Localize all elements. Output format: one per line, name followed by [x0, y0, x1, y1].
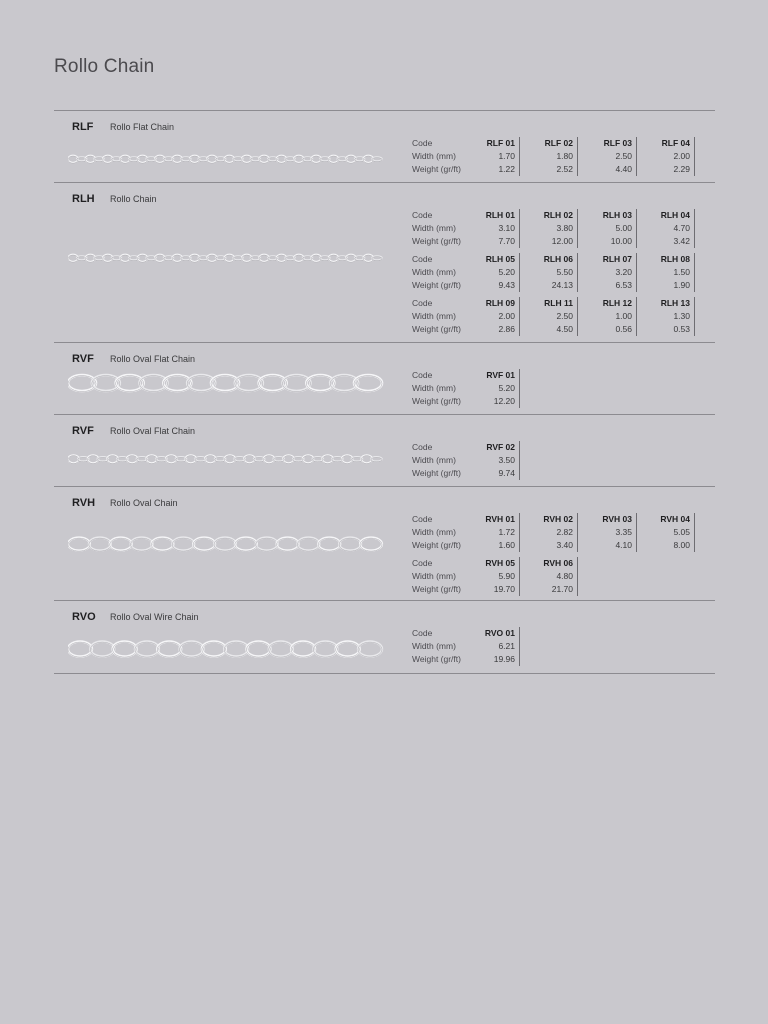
spec-value: 4.10 — [583, 539, 637, 552]
chain-link — [135, 642, 159, 657]
chain-link-shadow — [113, 642, 137, 657]
chain-link-shadow — [180, 642, 204, 657]
chain-section — [54, 414, 715, 487]
chain-link — [277, 538, 299, 551]
spec-label: Width (mm) — [412, 571, 456, 581]
chain-link-shadow — [313, 642, 337, 657]
spec-value: 4.80 — [524, 570, 578, 583]
spec-label: Width (mm) — [412, 151, 456, 161]
chain-link-shadow — [269, 642, 293, 657]
spec-label: Width (mm) — [412, 455, 456, 465]
spec-value: 3.10 — [466, 222, 520, 235]
spec-label: Weight (gr/ft) — [412, 540, 461, 550]
spec-value: 2.50 — [524, 310, 578, 323]
chain-link — [339, 538, 361, 551]
product-code: RVH 01 — [466, 513, 520, 526]
chain-link — [246, 642, 270, 657]
product-code: RVH 04 — [641, 513, 695, 526]
spec-value: 2.50 — [583, 150, 637, 163]
chain-link-shadow — [68, 538, 90, 551]
chain-link-shadow — [291, 642, 315, 657]
product-code: RLH 01 — [466, 209, 520, 222]
spec-value: 9.43 — [466, 279, 520, 292]
product-code: RLH 12 — [583, 297, 637, 310]
spec-label: Code — [412, 138, 433, 148]
spec-value: 4.40 — [583, 163, 637, 176]
chain-section — [54, 600, 715, 674]
spec-value: 8.00 — [641, 539, 695, 552]
chain-link-shadow — [318, 538, 340, 551]
product-code: RLH 05 — [466, 253, 520, 266]
chain-link — [360, 538, 382, 551]
product-code: RLH 06 — [524, 253, 578, 266]
chain-link — [224, 642, 248, 657]
product-code: RLH 03 — [583, 209, 637, 222]
spec-label: Code — [412, 558, 433, 568]
section-name: Rollo Oval Flat Chain — [110, 354, 196, 364]
chain-image — [68, 244, 386, 277]
section-code: RVF — [72, 353, 94, 365]
spec-value: 5.50 — [524, 266, 578, 279]
spec-value: 24.13 — [524, 279, 578, 292]
spec-value: 1.22 — [466, 163, 520, 176]
spec-value: 2.29 — [641, 163, 695, 176]
spec-value: 5.90 — [466, 570, 520, 583]
spec-value: 5.20 — [466, 266, 520, 279]
chain-link — [336, 642, 360, 657]
spec-value: 9.74 — [466, 467, 520, 480]
spec-value: 19.96 — [466, 653, 520, 666]
product-code: RVF 01 — [466, 369, 520, 382]
spec-value: 1.80 — [524, 150, 578, 163]
spec-label: Code — [412, 370, 433, 380]
chain-link — [113, 642, 137, 657]
chain-link — [297, 538, 319, 551]
section-code: RVF — [72, 425, 94, 437]
spec-value: 6.53 — [583, 279, 637, 292]
section-name: Rollo Flat Chain — [110, 122, 175, 132]
spec-label: Weight (gr/ft) — [412, 584, 461, 594]
chain-link — [193, 538, 215, 551]
spec-value: 1.00 — [583, 310, 637, 323]
chain-link — [110, 538, 132, 551]
chain-section — [54, 486, 715, 601]
product-code: RLH 11 — [524, 297, 578, 310]
spec-label: Code — [412, 254, 433, 264]
chain-link — [318, 538, 340, 551]
spec-value: 3.20 — [583, 266, 637, 279]
section-header — [72, 193, 157, 205]
chain-link-shadow — [235, 538, 257, 551]
spec-label: Code — [412, 298, 433, 308]
spec-label: Width (mm) — [412, 311, 456, 321]
chain-link-shadow — [131, 538, 153, 551]
chain-image — [68, 145, 386, 178]
chain-drawing — [68, 145, 386, 173]
product-code: RLH 13 — [641, 297, 695, 310]
spec-label: Code — [412, 628, 433, 638]
product-code: RLF 03 — [583, 137, 637, 150]
chain-link-shadow — [339, 538, 361, 551]
product-code: RLF 01 — [466, 137, 520, 150]
chain-section — [54, 182, 715, 343]
chain-link — [214, 538, 236, 551]
product-code: RLH 09 — [466, 297, 520, 310]
chain-link — [90, 642, 114, 657]
chain-link-shadow — [157, 642, 181, 657]
spec-value: 12.00 — [524, 235, 578, 248]
chain-link-shadow — [224, 642, 248, 657]
spec-value: 1.90 — [641, 279, 695, 292]
chain-link-shadow — [110, 538, 132, 551]
spec-label: Weight (gr/ft) — [412, 236, 461, 246]
product-code: RVO 01 — [466, 627, 520, 640]
chain-link-shadow — [172, 538, 194, 551]
spec-value: 21.70 — [524, 583, 578, 596]
spec-value: 12.20 — [466, 395, 520, 408]
chain-drawing — [68, 244, 386, 272]
spec-label: Width (mm) — [412, 641, 456, 651]
chain-link-shadow — [360, 538, 382, 551]
chain-drawing — [68, 445, 386, 473]
chain-link — [68, 642, 92, 657]
spec-value: 2.00 — [466, 310, 520, 323]
section-name: Rollo Oval Flat Chain — [110, 426, 196, 436]
spec-value: 7.70 — [466, 235, 520, 248]
chain-link — [235, 538, 257, 551]
spec-value: 5.05 — [641, 526, 695, 539]
spec-value: 3.42 — [641, 235, 695, 248]
section-header — [72, 425, 195, 437]
chain-link — [202, 642, 226, 657]
spec-label: Width (mm) — [412, 383, 456, 393]
chain-drawing — [68, 635, 386, 663]
section-name: Rollo Oval Wire Chain — [110, 612, 199, 622]
section-name: Rollo Oval Chain — [110, 498, 178, 508]
chain-link — [180, 642, 204, 657]
section-code: RVH — [72, 497, 96, 509]
section-code: RLH — [72, 193, 95, 205]
spec-label: Width (mm) — [412, 223, 456, 233]
chain-link — [172, 538, 194, 551]
chain-link-shadow — [246, 642, 270, 657]
chain-link-shadow — [68, 642, 92, 657]
chain-link-shadow — [358, 642, 382, 657]
spec-label: Weight (gr/ft) — [412, 396, 461, 406]
product-code: RLH 07 — [583, 253, 637, 266]
chain-link-shadow — [214, 538, 236, 551]
section-code: RVO — [72, 611, 96, 623]
spec-label: Weight (gr/ft) — [412, 468, 461, 478]
chain-link-shadow — [297, 538, 319, 551]
spec-value: 0.56 — [583, 323, 637, 336]
spec-value: 1.70 — [466, 150, 520, 163]
chain-drawing — [68, 369, 386, 397]
section-header — [72, 121, 174, 133]
spec-value: 1.60 — [466, 539, 520, 552]
product-code: RVH 05 — [466, 557, 520, 570]
chain-link — [313, 642, 337, 657]
section-header — [72, 497, 178, 509]
spec-value: 1.30 — [641, 310, 695, 323]
spec-value: 1.72 — [466, 526, 520, 539]
chain-link — [157, 642, 181, 657]
product-code: RVF 02 — [466, 441, 520, 454]
spec-label: Weight (gr/ft) — [412, 280, 461, 290]
chain-link-shadow — [277, 538, 299, 551]
spec-value: 19.70 — [466, 583, 520, 596]
chain-link-shadow — [151, 538, 173, 551]
spec-label: Weight (gr/ft) — [412, 654, 461, 664]
spec-value: 5.00 — [583, 222, 637, 235]
spec-label: Weight (gr/ft) — [412, 164, 461, 174]
section-code: RLF — [72, 121, 94, 133]
spec-label: Code — [412, 210, 433, 220]
spec-label: Code — [412, 442, 433, 452]
chain-link-shadow — [90, 642, 114, 657]
spec-value: 3.50 — [466, 454, 520, 467]
product-code: RVH 03 — [583, 513, 637, 526]
spec-label: Weight (gr/ft) — [412, 324, 461, 334]
chain-link — [256, 538, 278, 551]
chain-link — [291, 642, 315, 657]
section-name: Rollo Chain — [110, 194, 157, 204]
product-code: RLH 02 — [524, 209, 578, 222]
spec-value: 5.20 — [466, 382, 520, 395]
chain-image — [68, 445, 386, 478]
chain-image — [68, 635, 386, 668]
spec-value: 2.00 — [641, 150, 695, 163]
section-header — [72, 611, 199, 623]
product-code: RVH 06 — [524, 557, 578, 570]
chain-link-shadow — [202, 642, 226, 657]
chain-link — [358, 642, 382, 657]
chain-link — [89, 538, 111, 551]
spec-value: 1.50 — [641, 266, 695, 279]
chain-link — [131, 538, 153, 551]
product-code: RVH 02 — [524, 513, 578, 526]
spec-value: 3.80 — [524, 222, 578, 235]
chain-link — [151, 538, 173, 551]
spec-value: 2.82 — [524, 526, 578, 539]
chain-link-shadow — [193, 538, 215, 551]
spec-value: 3.40 — [524, 539, 578, 552]
spec-value: 0.53 — [641, 323, 695, 336]
section-header — [72, 353, 195, 365]
chain-section — [54, 342, 715, 415]
spec-value: 3.35 — [583, 526, 637, 539]
chain-drawing — [68, 530, 386, 558]
spec-value: 2.52 — [524, 163, 578, 176]
spec-value: 6.21 — [466, 640, 520, 653]
chain-section — [54, 110, 715, 183]
chain-link — [269, 642, 293, 657]
spec-value: 4.50 — [524, 323, 578, 336]
chain-link-shadow — [89, 538, 111, 551]
chain-image — [68, 530, 386, 563]
chain-link-shadow — [256, 538, 278, 551]
spec-value: 10.00 — [583, 235, 637, 248]
product-code: RLF 02 — [524, 137, 578, 150]
chain-link-shadow — [135, 642, 159, 657]
spec-label: Width (mm) — [412, 527, 456, 537]
spec-value: 2.86 — [466, 323, 520, 336]
spec-label: Width (mm) — [412, 267, 456, 277]
product-code: RLH 08 — [641, 253, 695, 266]
product-code: RLF 04 — [641, 137, 695, 150]
chain-link — [68, 538, 90, 551]
chain-link-shadow — [336, 642, 360, 657]
page-title: Rollo Chain — [54, 56, 155, 77]
chain-image — [68, 369, 386, 402]
spec-value: 4.70 — [641, 222, 695, 235]
product-code: RLH 04 — [641, 209, 695, 222]
spec-label: Code — [412, 514, 433, 524]
